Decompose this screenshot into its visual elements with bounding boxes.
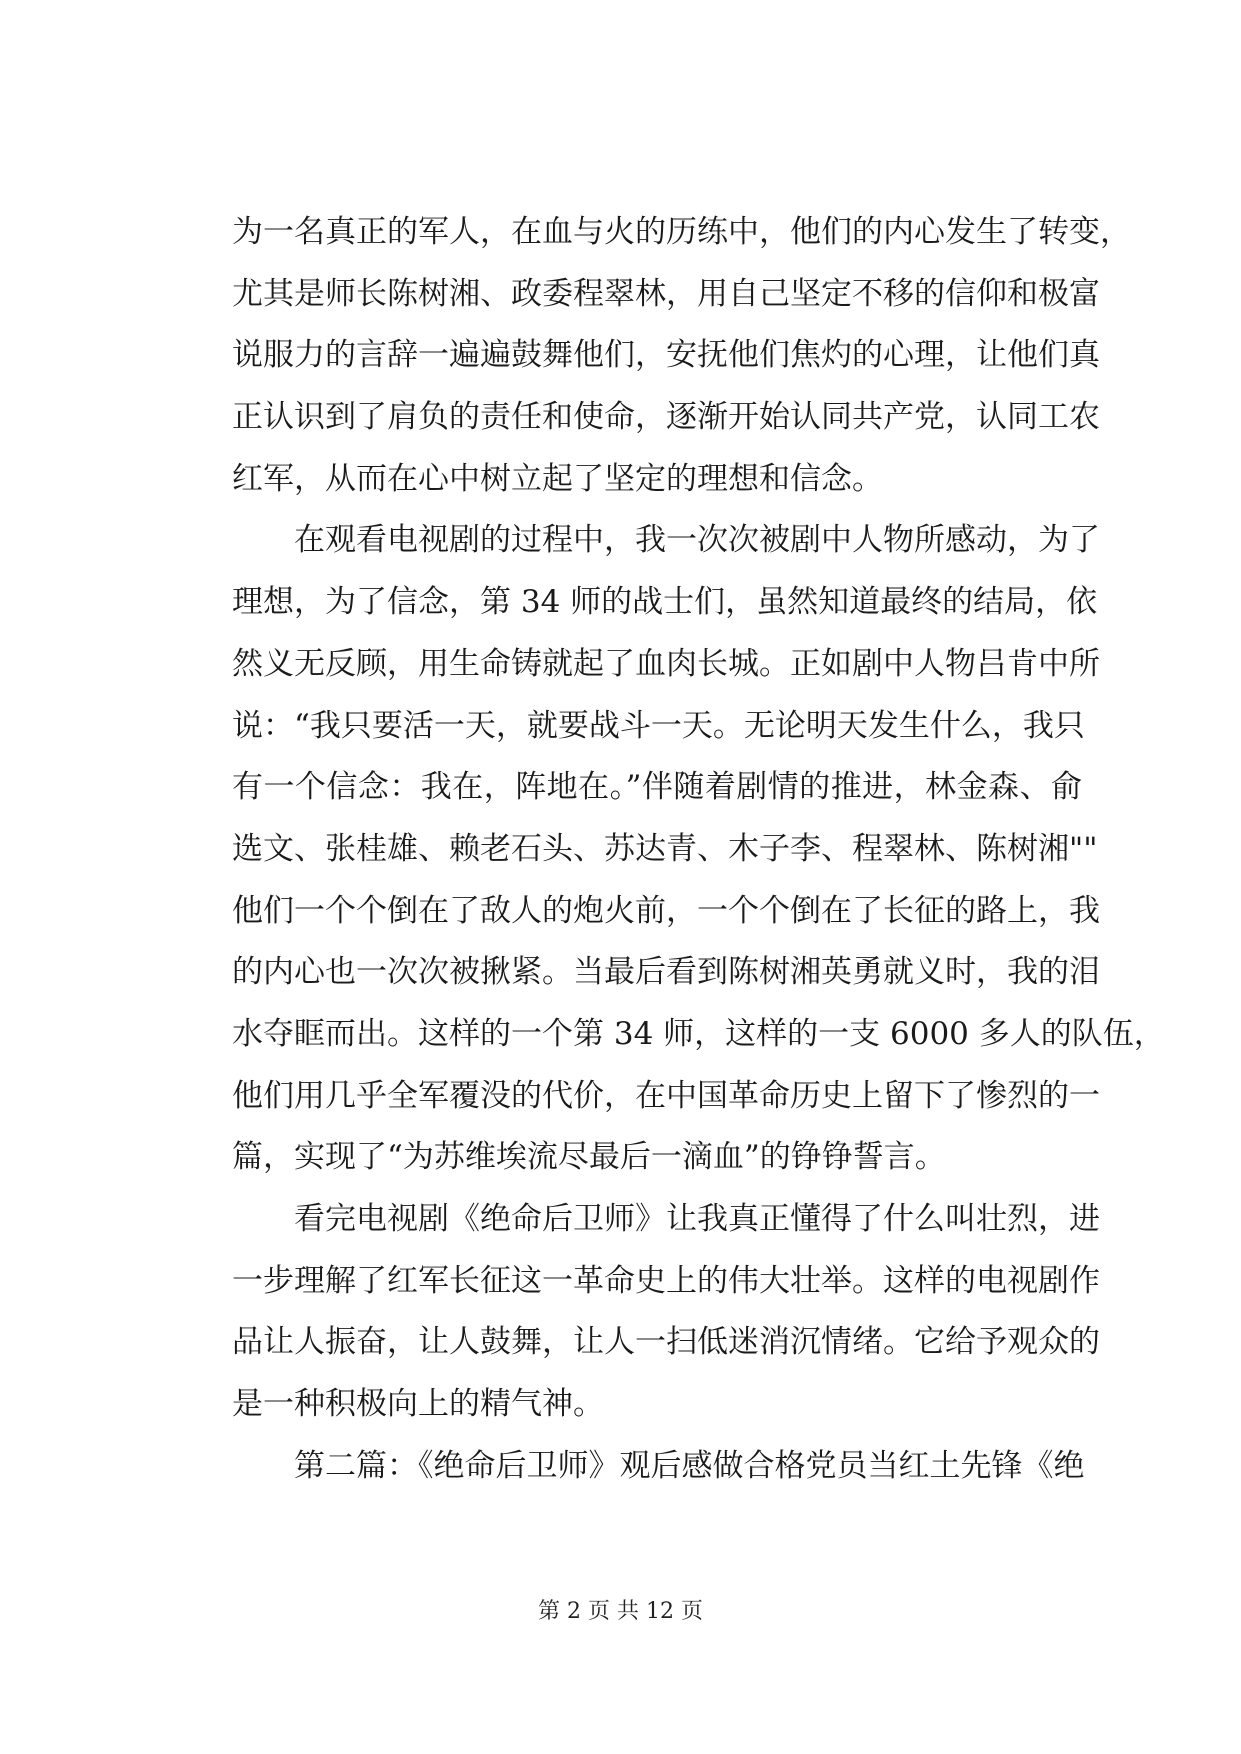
text-line: 尤其是师长陈树湘、政委程翠林，用自己坚定不移的信仰和极富 xyxy=(232,275,1100,312)
text-line: 他们一个个倒在了敌人的炮火前，一个个倒在了长征的路上，我 xyxy=(232,892,1100,929)
text-line: 有一个信念：我在，阵地在。”伴随着剧情的推进，林金森、俞 xyxy=(232,769,1082,806)
text-line: 他们用几乎全军覆没的代价，在中国革命历史上留下了惨烈的一 xyxy=(232,1077,1100,1114)
text-line: 品让人振奋，让人鼓舞，让人一扫低迷消沉情绪。它给予观众的 xyxy=(232,1324,1100,1361)
text-line: 理想，为了信念，第 34 师的战士们，虽然知道最终的结局，依 xyxy=(232,584,1098,621)
text-line: 说服力的言辞一遍遍鼓舞他们，安抚他们焦灼的心理，让他们真 xyxy=(232,337,1100,374)
text-line: 然义无反顾，用生命铸就起了血肉长城。正如剧中人物吕肯中所 xyxy=(232,645,1100,682)
text-line: 为一名真正的军人，在血与火的历练中，他们的内心发生了转变， xyxy=(232,214,1131,250)
text-line: 水夺眶而出。这样的一个第 34 师，这样的一支 6000 多人的队伍， xyxy=(232,1015,1165,1052)
text-line: 在观看电视剧的过程中，我一次次被剧中人物所感动，为了 xyxy=(232,522,1100,559)
text-line: 是一种积极向上的精气神。 xyxy=(232,1386,604,1423)
text-line: 看完电视剧《绝命后卫师》让我真正懂得了什么叫壮烈，进 xyxy=(232,1201,1100,1237)
text-line: 篇，实现了“为苏维埃流尽最后一滴血”的铮铮誓言。 xyxy=(232,1139,946,1176)
text-line: 一步理解了红军长征这一革命史上的伟大壮举。这样的电视剧作 xyxy=(232,1262,1100,1299)
text-line: 说：“我只要活一天，就要战斗一天。无论明天发生什么，我只 xyxy=(232,707,1085,744)
text-line: 红军，从而在心中树立起了坚定的理想和信念。 xyxy=(232,460,883,497)
text-line: 的内心也一次次被揪紧。当最后看到陈树湘英勇就义时，我的泪 xyxy=(232,954,1100,991)
document-body xyxy=(232,202,1165,1497)
page-footer: 第 2 页 共 12 页 xyxy=(538,1599,703,1624)
text-line: 正认识到了肩负的责任和使命，逐渐开始认同共产党，认同工农 xyxy=(232,399,1100,436)
text-line: 选文、张桂雄、赖老石头、苏达青、木子李、程翠林、陈树湘"" xyxy=(232,830,1098,867)
text-line: 第二篇：《绝命后卫师》观后感做合格党员当红土先锋《绝 xyxy=(232,1447,1085,1484)
